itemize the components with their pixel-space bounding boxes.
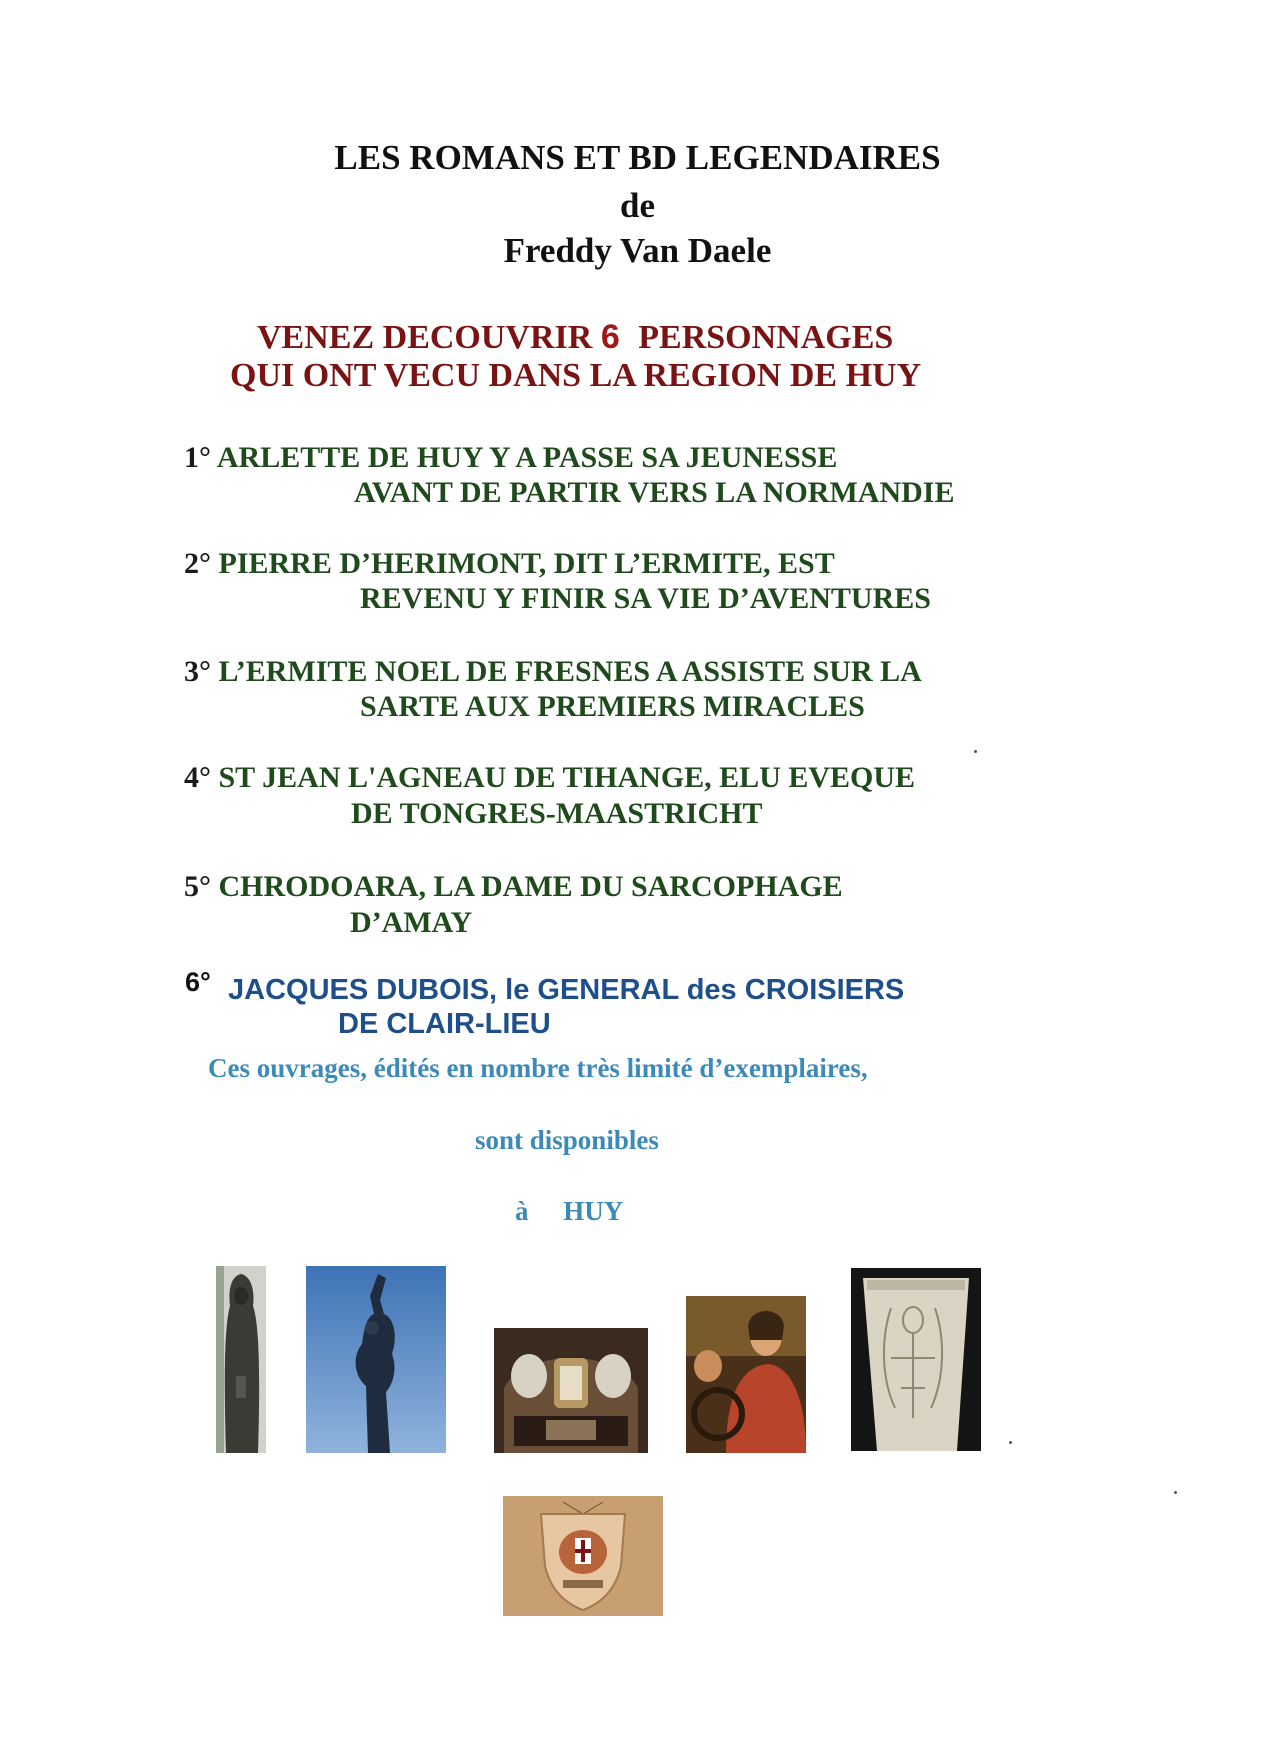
intro-line-1: [257, 318, 893, 357]
item-1-line-2: AVANT DE PARTIR VERS LA NORMANDIE: [354, 476, 955, 509]
list-item-3: [184, 655, 922, 689]
intro-count: 6: [600, 318, 620, 356]
item-4-line-2: DE TONGRES-MAASTRICHT: [351, 797, 763, 830]
hooded-monk-statue-photo: [216, 1266, 266, 1453]
item-number: 1°: [184, 441, 211, 474]
item-number: 3°: [184, 655, 211, 688]
item-line-1: PIERRE D’HERIMONT, DIT L’ERMITE, EST: [218, 547, 835, 580]
availability-preposition: à: [515, 1196, 529, 1226]
item-number: 2°: [184, 547, 211, 580]
intro-text-b: PERSONNAGES: [638, 319, 894, 356]
item-line-1: ST JEAN L'AGNEAU DE TIHANGE, ELU EVEQUE: [218, 761, 916, 794]
scan-speck: [974, 750, 977, 753]
painted-figure-artwork-photo: [686, 1296, 806, 1453]
item-2-line-2: REVENU Y FINIR SA VIE D’AVENTURES: [360, 582, 931, 615]
list-item-5: [184, 870, 843, 904]
availability-line-3: [515, 1196, 623, 1227]
item-6-line-1: JACQUES DUBOIS, le GENERAL des CROISIERS: [228, 974, 905, 1006]
list-item-1: [184, 441, 837, 475]
raised-arm-statue-photo: [306, 1266, 446, 1453]
intro-text-a: VENEZ DECOUVRIR: [257, 319, 593, 356]
item-3-line-2: SARTE AUX PREMIERS MIRACLES: [360, 690, 865, 723]
page-title: LES ROMANS ET BD LEGENDAIRES: [334, 138, 941, 177]
list-item-2: [184, 547, 835, 581]
carved-altar-relief-photo: [494, 1328, 648, 1453]
availability-city: HUY: [563, 1196, 624, 1226]
heraldic-shield-plaque-photo: [503, 1496, 663, 1616]
scan-speck: [1009, 1441, 1012, 1444]
item-line-1: ARLETTE DE HUY Y A PASSE SA JEUNESSE: [216, 441, 838, 474]
item-6-number: 6°: [185, 967, 211, 997]
intro-line-2: QUI ONT VECU DANS LA REGION DE HUY: [230, 357, 922, 394]
item-line-1: L’ERMITE NOEL DE FRESNES A ASSISTE SUR LA: [218, 655, 922, 688]
item-number: 5°: [184, 870, 211, 903]
list-item-4: [184, 761, 915, 795]
engraved-sarcophagus-lid-photo: [851, 1268, 981, 1451]
scan-speck: [1174, 1491, 1177, 1494]
title-connector: de: [620, 186, 655, 225]
item-number: 4°: [184, 761, 211, 794]
availability-line-2: sont disponibles: [475, 1125, 659, 1155]
availability-line-1: Ces ouvrages, édités en nombre très limité d’exemplaires,: [208, 1053, 868, 1083]
item-6-line-2: DE CLAIR-LIEU: [338, 1008, 551, 1040]
item-line-1: CHRODOARA, LA DAME DU SARCOPHAGE: [218, 870, 843, 903]
author-name: Freddy Van Daele: [503, 231, 772, 270]
item-5-line-2: D’AMAY: [350, 906, 473, 939]
